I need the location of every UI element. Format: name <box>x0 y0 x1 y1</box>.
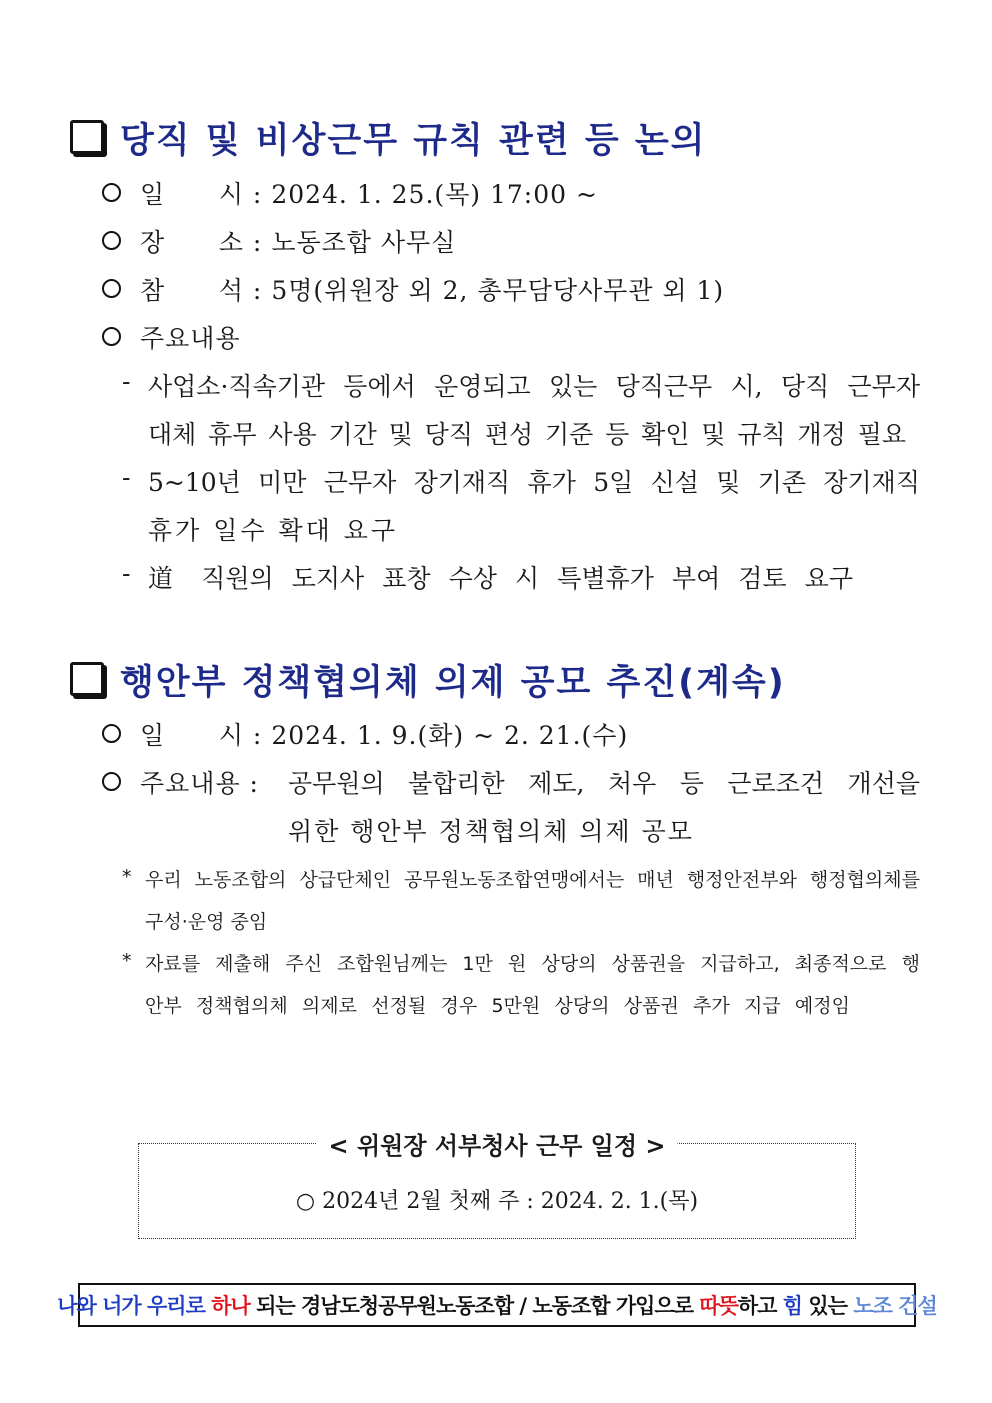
item2-line1: 5~10년 미만 근무자 장기재직 휴가 5일 신설 및 기존 장기재직 <box>148 468 920 497</box>
dash-bullet: - <box>122 559 131 588</box>
s2-content-line1: 공무원의 불합리한 제도, 처우 등 근로조건 개선을 <box>288 769 920 798</box>
slogan-part: 되는 경남도청공무원노동조합 / 노동조합 가입으로 <box>249 1294 700 1318</box>
s2-content-label: 주요내용 : <box>140 769 268 798</box>
s2-date-row <box>140 716 628 752</box>
circle-bullet-icon <box>102 183 121 202</box>
section2-title: 행안부 정책협의체 의제 공모 추진(계속) <box>70 655 786 705</box>
slogan-part: 힘 <box>782 1294 803 1318</box>
circle-bullet-icon <box>102 724 121 743</box>
item3-line1: 道 직원의 도지사 표창 수상 시 특별휴가 부여 검토 요구 <box>148 564 853 593</box>
schedule-box <box>138 1132 856 1239</box>
checkbox-icon <box>70 662 104 696</box>
circle-bullet-icon <box>102 772 121 791</box>
slogan-part: 나와 너가 우리로 <box>57 1294 212 1318</box>
attend-value: 5명(위원장 외 2, 총무담당사무관 외 1) <box>271 276 725 305</box>
checkbox-icon <box>70 120 104 154</box>
place-value: 노동조합 사무실 <box>271 228 457 257</box>
date-value: 2024. 1. 25.(목) 17:00 ~ <box>271 180 598 209</box>
slogan-part: 하고 <box>737 1294 783 1318</box>
note1-line2: 구성·운영 중임 <box>145 911 268 933</box>
schedule-title: < 위원장 서부청사 근무 일정 > <box>316 1126 677 1161</box>
circle-bullet-icon <box>102 279 121 298</box>
place-row <box>140 223 456 259</box>
item1-line1: 사업소·직속기관 등에서 운영되고 있는 당직근무 시, 당직 근무자 <box>148 372 920 401</box>
date-label: 일 시 : <box>140 180 272 209</box>
s2-date-label: 일 시 : <box>140 721 272 750</box>
s2-date-value: 2024. 1. 9.(화) ~ 2. 21.(수) <box>271 721 629 750</box>
note-asterisk: * <box>122 866 132 888</box>
dash-bullet: - <box>122 367 131 396</box>
schedule-item: ○ 2024년 2월 첫째 주 : 2024. 2. 1.(목) <box>295 1189 699 1214</box>
s2-content-line2: 위한 행안부 정책협의체 의제 공모 <box>288 817 694 846</box>
circle-bullet-icon <box>102 327 121 346</box>
slogan-part: 하나 <box>211 1294 250 1318</box>
footer-slogan <box>57 1283 937 1327</box>
note2-line1: 자료를 제출해 주신 조합원님께는 1만 원 상당의 상품권을 지급하고, 최종적으로 행 <box>145 953 920 975</box>
note1-line1: 우리 노동조합의 상급단체인 공무원노동조합연맹에서는 매년 행정안전부와 행정협의체를 <box>145 869 920 891</box>
item2-line2: 휴가 일수 확대 요구 <box>148 516 399 545</box>
circle-bullet-icon <box>102 231 121 250</box>
item1-line2: 대체 휴무 사용 기간 및 당직 편성 기준 등 확인 및 규칙 개정 필요 <box>148 420 906 449</box>
slogan-part: 따뜻 <box>699 1294 738 1318</box>
attend-row <box>140 271 724 307</box>
note2-line2: 안부 정책협의체 의제로 선정될 경우 5만원 상당의 상품권 추가 지급 예정임 <box>145 995 850 1017</box>
date-row <box>140 175 598 211</box>
dash-bullet: - <box>122 463 131 492</box>
section1-title: 당직 및 비상근무 규칙 관련 등 논의 <box>70 113 706 163</box>
note-asterisk: * <box>122 950 132 972</box>
slogan-part: 있는 <box>802 1294 854 1318</box>
slogan-part: 노조 건설 <box>853 1294 937 1318</box>
attend-label: 참 석 : <box>140 276 272 305</box>
content-label: 주요내용 <box>140 324 241 353</box>
place-label: 장 소 : <box>140 228 272 257</box>
